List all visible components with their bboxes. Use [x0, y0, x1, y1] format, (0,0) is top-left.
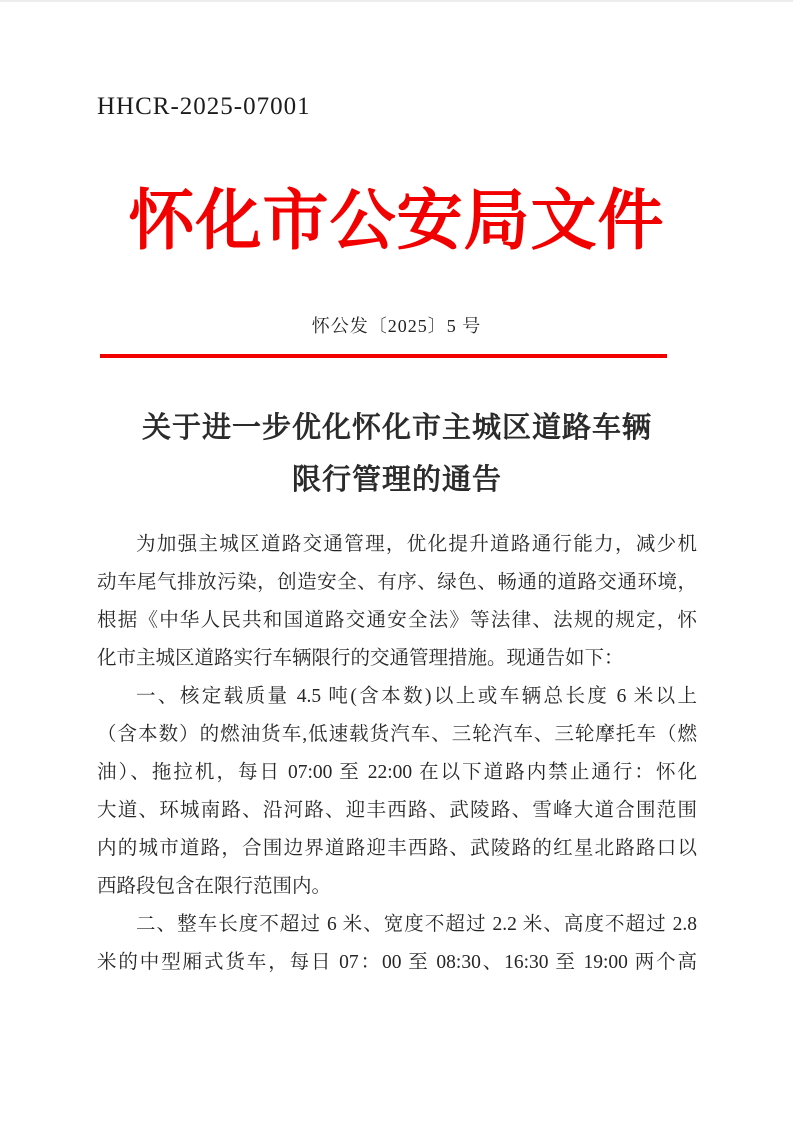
body-line: 油）、拖拉机，每日 07:00 至 22:00 在以下道路内禁止通行：怀化	[97, 762, 697, 783]
document-title-line2: 限行管理的通告	[291, 464, 502, 496]
body-line: 根据《中华人民共和国道路交通安全法》等法律、法规的规定，怀	[97, 610, 697, 631]
body-line: 米的中型厢式货车，每日 07：00 至 08:30、16:30 至 19:00 两个高	[97, 952, 697, 973]
document-title	[97, 402, 697, 506]
reference-number: 怀公发〔2025〕5 号	[311, 316, 482, 336]
body-line: 动车尾气排放污染，创造安全、有序、绿色、畅通的道路交通环境，	[97, 572, 697, 593]
body-line: 内的城市道路，合围边界道路迎丰西路、武陵路的红星北路路口以	[97, 838, 697, 859]
doc-serial-number: HHCR-2025-07001	[97, 93, 311, 120]
body-line: （含本数）的燃油货车,低速载货汽车、三轮汽车、三轮摩托车（燃	[97, 724, 697, 745]
document-body	[97, 526, 697, 982]
body-line: 二、整车长度不超过 6 米、宽度不超过 2.2 米、高度不超过 2.8	[136, 914, 697, 935]
body-line: 为加强主城区道路交通管理，优化提升道路通行能力，减少机	[136, 534, 697, 555]
body-line: 大道、环城南路、沿河路、迎丰西路、武陵路、雪峰大道合围范围	[97, 800, 697, 821]
separator-line	[100, 354, 667, 358]
document-title-line1: 关于进一步优化怀化市主城区道路车辆	[141, 412, 652, 444]
body-line: 一、核定载质量 4.5 吨(含本数)以上或车辆总长度 6 米以上	[136, 686, 697, 707]
body-line: 西路段包含在限行范围内。	[97, 876, 332, 897]
issuer-banner: 怀化市公安局文件	[128, 185, 665, 258]
body-line: 化市主城区道路实行车辆限行的交通管理措施。现通告如下：	[97, 648, 624, 669]
